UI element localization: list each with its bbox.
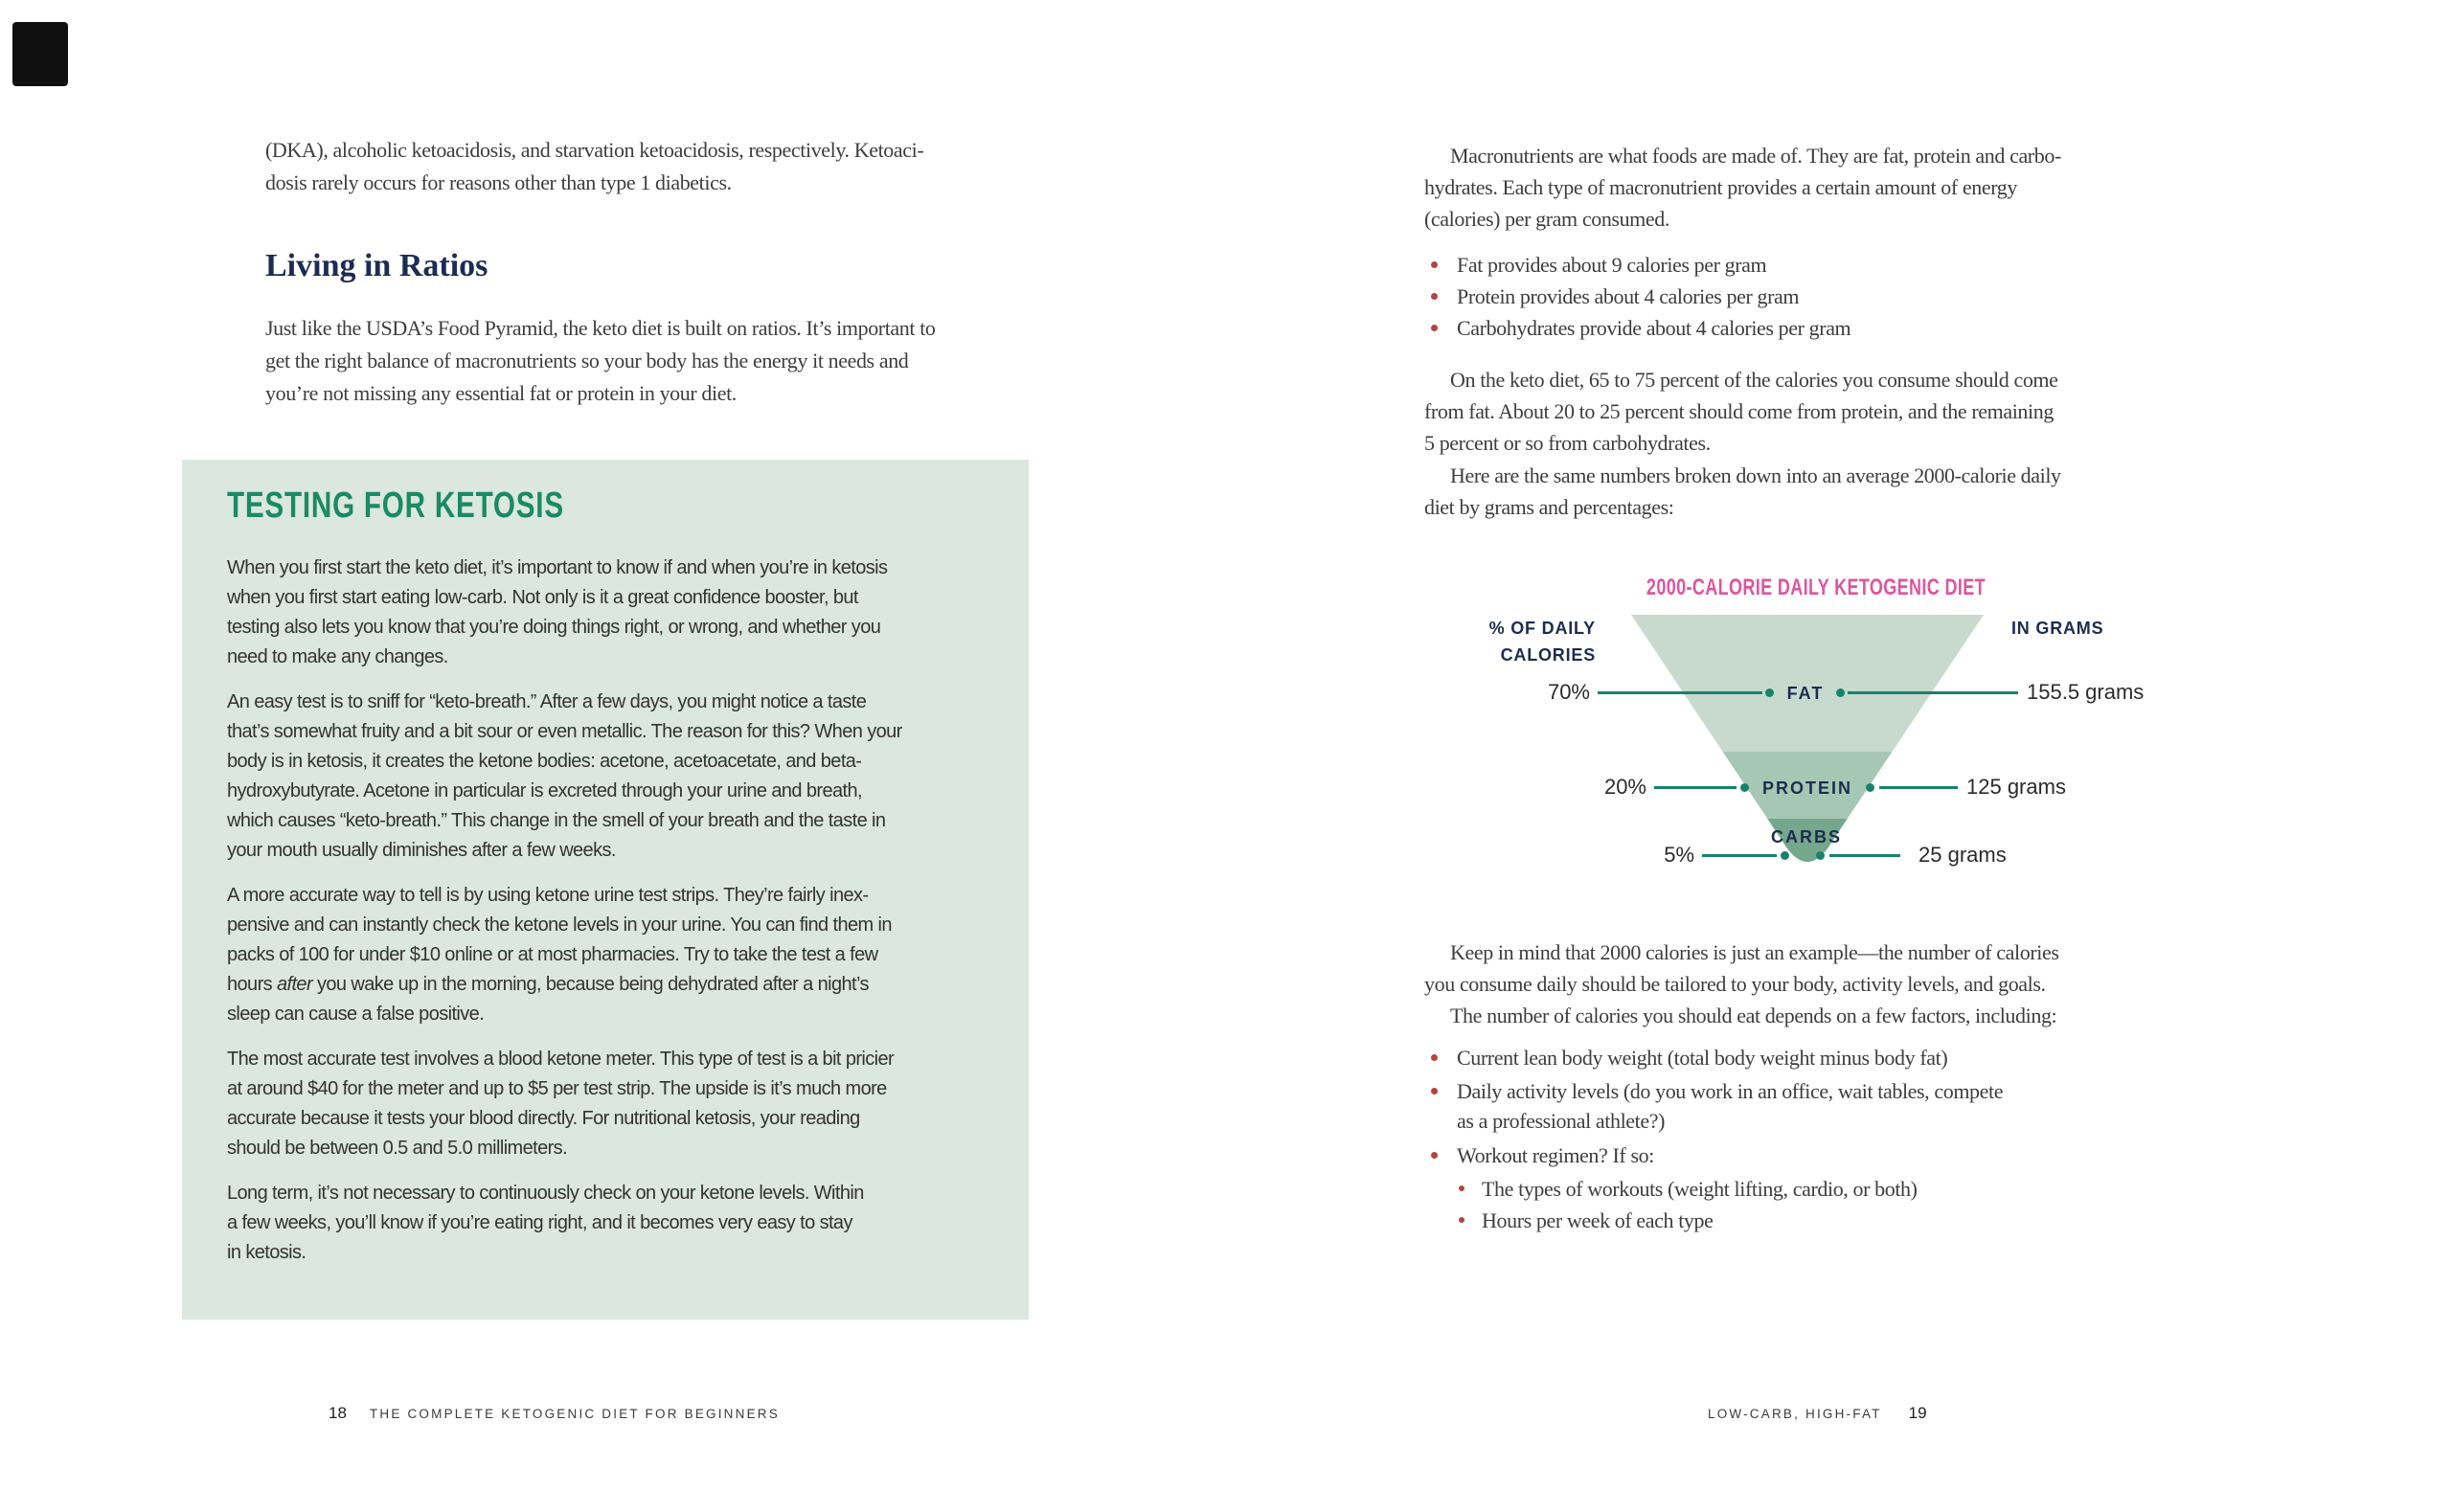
percent-label: 70% xyxy=(1547,680,1590,704)
grams-label: 125 grams xyxy=(1966,775,2066,799)
text-line: your mouth usually diminishes after a few weeks. xyxy=(227,840,616,861)
bullet-list xyxy=(1431,249,1850,344)
intro-paragraph xyxy=(265,134,923,199)
section-heading: Living in Ratios xyxy=(265,248,488,283)
bullet-icon xyxy=(1459,1185,1464,1191)
text-line: from fat. About 20 to 25 percent should come from protein, and the remaining xyxy=(1424,399,2054,423)
text-line: as a professional athlete?) xyxy=(1457,1109,1666,1133)
list-item: Workout regimen? If so: xyxy=(1431,1140,2003,1171)
list-item: Fat provides about 9 calories per gram xyxy=(1431,249,1850,281)
connector-line xyxy=(1654,786,1737,789)
right-axis-label: IN GRAMS xyxy=(2011,619,2104,638)
connector-dot xyxy=(1740,783,1749,792)
text-line: Keep in mind that 2000 calories is just an example—the number of calories xyxy=(1450,940,2059,964)
paragraph xyxy=(227,553,990,672)
segment-name-carbs: CARBS xyxy=(1770,827,1842,846)
paragraph xyxy=(227,881,990,1029)
grams-label: 155.5 grams xyxy=(2027,680,2145,704)
sub-list-item: The types of workouts (weight lifting, cardio, or both) xyxy=(1459,1173,2003,1205)
segment-name-protein: PROTEIN xyxy=(1761,779,1852,798)
text-line: when you first start eating low-carb. Not only is it a great confidence booster, but xyxy=(227,587,858,608)
segment-name-fat: FAT xyxy=(1786,684,1825,703)
testing-for-ketosis-box xyxy=(182,460,1029,1320)
text-line: at around $40 for the meter and up to $5 per test strip. The upside is it’s much more xyxy=(227,1078,887,1099)
text-line: which causes “keto-breath.” This change in the smell of your breath and the taste in xyxy=(227,810,886,831)
connector-line xyxy=(1848,691,2018,694)
list-item: Current lean body weight (total body weight minus body fat) xyxy=(1431,1042,2003,1073)
page-footer xyxy=(329,1404,780,1423)
bullet-icon xyxy=(1431,1152,1438,1159)
percent-label: 5% xyxy=(1664,843,1694,867)
bullet-icon xyxy=(1459,1217,1464,1223)
text-line: hydrates. Each type of macronutrient provides a certain amount of energy xyxy=(1424,175,2017,199)
paragraph xyxy=(1424,140,2061,235)
bullet-icon xyxy=(1431,325,1438,331)
text-line: (DKA), alcoholic ketoacidosis, and starvation ketoacidosis, respectively. Ketoaci- xyxy=(265,138,924,162)
sub-list-item: Hours per week of each type xyxy=(1459,1205,2003,1236)
percent-label: 20% xyxy=(1603,775,1646,799)
text-line: (calories) per gram consumed. xyxy=(1424,207,1669,231)
page-footer xyxy=(1708,1404,1927,1423)
grams-label: 25 grams xyxy=(1918,843,2007,867)
connector-line xyxy=(1702,854,1777,857)
box-title: TESTING FOR KETOSIS xyxy=(227,485,564,526)
text-line: packs of 100 for under $10 online or at most pharmacies. Try to take the test a few xyxy=(227,944,878,965)
connector-line xyxy=(1829,854,1900,857)
connector-dot xyxy=(1781,851,1789,860)
connector-line xyxy=(1598,691,1762,694)
text-line: should be between 0.5 and 5.0 millimeters. xyxy=(227,1138,568,1159)
paragraph xyxy=(227,1179,990,1268)
text-line: Just like the USDA’s Food Pyramid, the keto diet is built on ratios. It’s important to xyxy=(265,316,936,340)
text-line: diet by grams and percentages: xyxy=(1424,495,1674,519)
running-head: THE COMPLETE KETOGENIC DIET FOR BEGINNERS xyxy=(369,1407,780,1421)
bullet-list xyxy=(1431,1042,2003,1236)
running-head: LOW-CARB, HIGH-FAT xyxy=(1708,1407,1882,1421)
text-line: pensive and can instantly check the ketone levels in your urine. You can find them in xyxy=(227,914,892,936)
text-line: that’s somewhat fruity and a bit sour or even metallic. The reason for this? When your xyxy=(227,721,902,742)
text-line: When you first start the keto diet, it’s important to know if and when you’re in ketosis xyxy=(227,557,888,578)
text-line: get the right balance of macronutrients so your body has the energy it needs and xyxy=(265,349,909,372)
text-line: Here are the same numbers broken down into an average 2000-calorie daily xyxy=(1450,463,2061,487)
macro-funnel-chart xyxy=(1452,567,2180,912)
text-line: hours after you wake up in the morning, because being dehydrated after a night’s xyxy=(227,974,869,995)
text-line: hydroxybutyrate. Acetone in particular is excreted through your urine and breath, xyxy=(227,780,862,801)
connector-line xyxy=(1879,786,1958,789)
text-line: The number of calories you should eat depends on a few factors, including: xyxy=(1450,1004,2057,1027)
bullet-icon xyxy=(1431,1054,1438,1061)
list-item: Protein provides about 4 calories per gram xyxy=(1431,281,1850,312)
text-line: A more accurate way to tell is by using ketone urine test strips. They’re fairly inex- xyxy=(227,885,869,906)
paragraph xyxy=(1424,460,2061,523)
left-axis-label: % OF DAILY CALORIES xyxy=(1488,619,1596,665)
page-number: 18 xyxy=(329,1404,347,1422)
paragraph xyxy=(227,1045,990,1163)
text-line: you consume daily should be tailored to your body, activity levels, and goals. xyxy=(1424,972,2046,996)
text-line: An easy test is to sniff for “keto-breath.” After a few days, you might notice a taste xyxy=(227,691,867,712)
text-line: dosis rarely occurs for reasons other than type 1 diabetics. xyxy=(265,170,732,194)
text-line: Long term, it’s not necessary to continuously check on your ketone levels. Within xyxy=(227,1183,864,1204)
connector-dot xyxy=(1816,851,1825,860)
page-number: 19 xyxy=(1908,1404,1927,1422)
text-line: The most accurate test involves a blood ketone meter. This type of test is a bit pricier xyxy=(227,1049,895,1070)
bullet-icon xyxy=(1431,1088,1438,1095)
corner-mark xyxy=(12,22,68,86)
text-line: sleep can cause a false positive. xyxy=(227,1004,485,1025)
bullet-icon xyxy=(1431,293,1438,300)
text-line: need to make any changes. xyxy=(227,646,448,667)
bullet-icon xyxy=(1431,261,1438,268)
chart-title: 2000-CALORIE DAILY KETOGENIC DIET xyxy=(1646,575,1987,600)
connector-dot xyxy=(1765,688,1774,697)
connector-dot xyxy=(1866,783,1874,792)
text-line: 5 percent or so from carbohydrates. xyxy=(1424,431,1711,455)
connector-dot xyxy=(1836,688,1845,697)
list-item: Daily activity levels (do you work in an office, wait tables, compete xyxy=(1431,1075,2003,1107)
list-item: Carbohydrates provide about 4 calories per gram xyxy=(1431,312,1850,344)
text-line: body is in ketosis, it creates the ketone bodies: acetone, acetoacetate, and beta- xyxy=(227,751,862,772)
text-line: you’re not missing any essential fat or protein in your diet. xyxy=(265,381,737,405)
text-line: On the keto diet, 65 to 75 percent of the calories you consume should come xyxy=(1450,368,2058,392)
text-line: in ketosis. xyxy=(227,1242,306,1263)
text-line: Macronutrients are what foods are made of. They are fat, protein and carbo- xyxy=(1450,144,2061,168)
text-line: a few weeks, you’ll know if you’re eating right, and it becomes very easy to stay xyxy=(227,1212,852,1233)
paragraph xyxy=(1424,364,2058,459)
paragraph xyxy=(227,688,990,866)
paragraph xyxy=(1424,937,2059,1000)
paragraph xyxy=(265,312,936,410)
text-line: accurate because it tests your blood directly. For nutritional ketosis, your reading xyxy=(227,1108,860,1129)
text-line: testing also lets you know that you’re doing things right, or wrong, and whether you xyxy=(227,617,881,638)
